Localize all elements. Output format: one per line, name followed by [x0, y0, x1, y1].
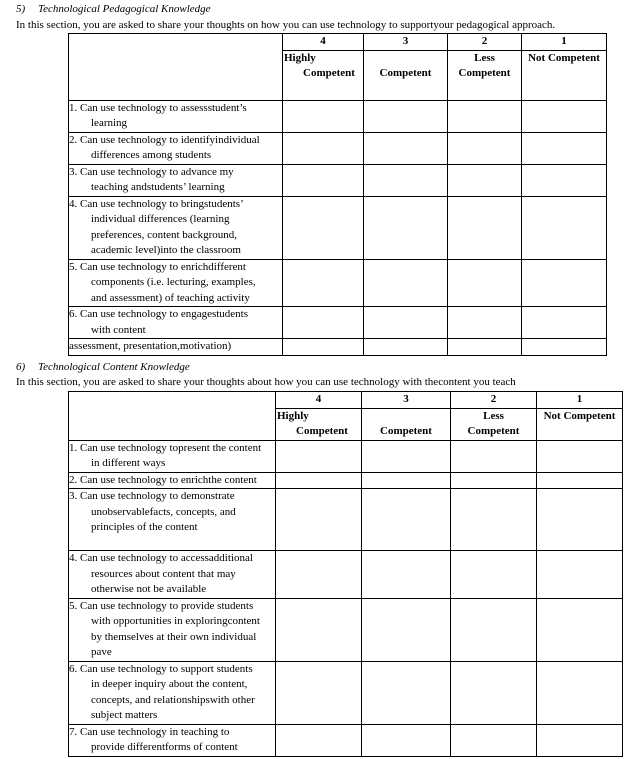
scale-row — [69, 34, 607, 51]
statement-cell — [69, 259, 283, 307]
statement-text-continued: provide differentforms of content — [91, 741, 238, 753]
rating-cell-1[interactable] — [537, 661, 623, 724]
rating-cell-4[interactable] — [276, 440, 362, 472]
rating-cell-4[interactable] — [283, 164, 364, 196]
statement-row — [69, 196, 607, 259]
statement-text-continued: in different ways — [91, 457, 166, 469]
statement-text: 1. Can use technology topresent the content — [69, 441, 262, 454]
header-less-competent-text: Competent — [458, 67, 511, 79]
rating-cell-2[interactable] — [451, 724, 537, 756]
scale-value-1: 1 — [537, 392, 623, 409]
rating-cell-3[interactable] — [364, 100, 448, 132]
rating-cell-1[interactable] — [537, 440, 623, 472]
statement-text: 3. Can use technology to demonstrate — [69, 490, 235, 502]
rating-cell-1[interactable] — [522, 259, 607, 307]
header-less-competent-text: Less — [483, 409, 504, 422]
statement-text: 6. Can use technology to support students — [69, 662, 253, 675]
section-5-number: 5) — [16, 3, 26, 15]
header-less-competent — [451, 408, 537, 440]
statement-cell — [69, 472, 276, 489]
rating-cell-2[interactable] — [448, 164, 522, 196]
statement-text: 4. Can use technology to bringstudents’ — [69, 197, 244, 210]
statement-text: 3. Can use technology to advance my — [69, 165, 234, 178]
rating-cell-4[interactable] — [276, 472, 362, 489]
statement-text: 1. Can use technology to assessstudent’s — [69, 101, 247, 114]
header-less-competent — [448, 50, 522, 100]
header-highly-competent-text: Competent — [296, 425, 348, 437]
scale-value-2: 2 — [451, 392, 537, 409]
rating-cell-3[interactable] — [362, 489, 451, 551]
section-6-rating-table — [68, 391, 623, 757]
statement-row — [69, 489, 623, 551]
statement-cell — [69, 307, 283, 339]
statement-cell — [69, 196, 283, 259]
statement-cell — [69, 339, 283, 356]
rating-cell-4[interactable] — [283, 307, 364, 339]
statement-text-continued: concepts, and relationshipswith other — [91, 693, 255, 706]
rating-cell-3[interactable] — [364, 259, 448, 307]
rating-cell-1[interactable] — [537, 724, 623, 756]
statement-text-continued: otherwise not be available — [91, 583, 207, 595]
section-6-title — [16, 360, 190, 374]
statement-row — [69, 551, 623, 599]
statement-cell — [69, 489, 276, 551]
rating-cell-4[interactable] — [283, 196, 364, 259]
statement-cell — [69, 440, 276, 472]
statement-text-continued: with opportunities in exploringcontent — [91, 615, 260, 627]
rating-cell-3[interactable] — [362, 472, 451, 489]
header-competent-text: Competent — [379, 66, 432, 79]
statement-text-continued: resources about content that may — [91, 567, 236, 580]
rating-cell-4[interactable] — [276, 598, 362, 661]
header-highly-competent — [276, 408, 362, 440]
section-5-title — [16, 2, 211, 16]
section-6-intro: In this section, you are asked to share your thoughts about how you can use technology with thecontent you teach — [16, 376, 516, 388]
statement-cell — [69, 724, 276, 756]
section-5-intro: In this section, you are asked to share your thoughts on how you can use technology to supportyour pedagogical approach. — [16, 19, 556, 31]
section-6-number: 6) — [16, 361, 26, 373]
header-less-competent-text: Less — [474, 51, 495, 64]
rating-cell-2[interactable] — [448, 196, 522, 259]
rating-cell-1[interactable] — [522, 196, 607, 259]
rating-cell-4[interactable] — [283, 100, 364, 132]
statement-text: 6. Can use technology to engagestudents — [69, 308, 249, 320]
scale-value-4: 4 — [276, 392, 362, 409]
statement-row — [69, 132, 607, 164]
header-competent-text: Competent — [380, 424, 432, 437]
statement-text: assessment, presentation,motivation) — [69, 340, 232, 352]
statement-cell — [69, 661, 276, 724]
rating-cell-1[interactable] — [522, 164, 607, 196]
scale-value-2: 2 — [448, 34, 522, 51]
header-corner-cell — [69, 392, 276, 441]
statement-text-continued: individual differences (learning — [91, 213, 230, 225]
header-competent — [362, 408, 451, 440]
header-highly-competent-text: Highly — [284, 51, 316, 64]
header-competent — [364, 50, 448, 100]
rating-cell-2[interactable] — [448, 100, 522, 132]
rating-cell-4[interactable] — [283, 339, 364, 356]
statement-row — [69, 440, 623, 472]
statement-text-continued: learning — [91, 117, 128, 129]
scale-row — [69, 392, 623, 409]
rating-cell-3[interactable] — [364, 132, 448, 164]
statement-cell — [69, 164, 283, 196]
rating-cell-2[interactable] — [451, 440, 537, 472]
rating-cell-2[interactable] — [448, 339, 522, 356]
statement-cell — [69, 551, 276, 599]
statement-row — [69, 100, 607, 132]
header-highly-competent — [283, 50, 364, 100]
header-not-competent — [537, 408, 623, 440]
rating-cell-1[interactable] — [537, 472, 623, 489]
statement-row — [69, 472, 623, 489]
rating-cell-2[interactable] — [451, 472, 537, 489]
header-corner-cell — [69, 34, 283, 101]
rating-cell-1[interactable] — [522, 307, 607, 339]
rating-cell-1[interactable] — [522, 132, 607, 164]
statement-row — [69, 307, 607, 339]
statement-text: 5. Can use technology to enrichdifferent — [69, 260, 246, 273]
statement-text-continued: components (i.e. lecturing, examples, — [91, 276, 256, 288]
rating-cell-1[interactable] — [537, 598, 623, 661]
scale-value-3: 3 — [362, 392, 451, 409]
statement-row — [69, 661, 623, 724]
rating-cell-3[interactable] — [362, 598, 451, 661]
header-not-competent-text: Not Competent — [543, 409, 616, 422]
statement-text-continued: subject matters — [91, 709, 158, 721]
rating-cell-2[interactable] — [448, 259, 522, 307]
statement-row — [69, 164, 607, 196]
section-5-rating-table — [68, 33, 607, 356]
header-highly-competent-text: Competent — [303, 67, 355, 79]
statement-text-continued: with content — [91, 323, 146, 336]
statement-row — [69, 598, 623, 661]
rating-cell-2[interactable] — [448, 307, 522, 339]
statement-text-continued: pave — [91, 646, 112, 658]
rating-cell-4[interactable] — [276, 489, 362, 551]
statement-text-continued: unobservablefacts, concepts, and — [91, 505, 236, 518]
scale-value-3: 3 — [364, 34, 448, 51]
statement-cell — [69, 100, 283, 132]
statement-text: 2. Can use technology to identifyindividual — [69, 133, 260, 146]
statement-text-continued: preferences, content background, — [91, 228, 237, 241]
rating-cell-3[interactable] — [364, 164, 448, 196]
header-less-competent-text: Competent — [467, 425, 520, 437]
scale-value-4: 4 — [283, 34, 364, 51]
rating-cell-1[interactable] — [537, 551, 623, 599]
rating-cell-3[interactable] — [364, 196, 448, 259]
statement-text: 4. Can use technology to accessadditional — [69, 552, 253, 564]
statement-text-continued: teaching andstudents’ learning — [91, 181, 225, 193]
statement-text-continued: principles of the content — [91, 521, 198, 533]
rating-cell-3[interactable] — [362, 724, 451, 756]
statement-row — [69, 259, 607, 307]
statement-text: 5. Can use technology to provide students — [69, 599, 254, 612]
rating-cell-4[interactable] — [276, 661, 362, 724]
rating-cell-2[interactable] — [451, 598, 537, 661]
rating-cell-3[interactable] — [364, 307, 448, 339]
statement-text-continued: differences among students — [91, 149, 212, 161]
rating-cell-3[interactable] — [362, 551, 451, 599]
statement-text: 7. Can use technology in teaching to — [69, 725, 230, 738]
scale-value-1: 1 — [522, 34, 607, 51]
statement-text-continued: by themselves at their own individual — [91, 630, 257, 643]
rating-cell-2[interactable] — [448, 132, 522, 164]
rating-cell-4[interactable] — [283, 132, 364, 164]
statement-text-continued: and assessment) of teaching activity — [91, 291, 250, 304]
statement-row — [69, 724, 623, 756]
rating-cell-1[interactable] — [522, 339, 607, 356]
statement-row — [69, 339, 607, 356]
statement-cell — [69, 598, 276, 661]
rating-cell-4[interactable] — [283, 259, 364, 307]
rating-cell-3[interactable] — [362, 440, 451, 472]
rating-cell-3[interactable] — [362, 661, 451, 724]
rating-cell-4[interactable] — [276, 724, 362, 756]
rating-cell-3[interactable] — [364, 339, 448, 356]
rating-cell-4[interactable] — [276, 551, 362, 599]
rating-cell-1[interactable] — [522, 100, 607, 132]
header-not-competent-text: Not Competent — [528, 51, 600, 64]
statement-text-continued: in deeper inquiry about the content, — [91, 678, 248, 690]
rating-cell-2[interactable] — [451, 489, 537, 551]
rating-cell-1[interactable] — [537, 489, 623, 551]
statement-text: 2. Can use technology to enrichthe content — [69, 473, 257, 486]
header-highly-competent-text: Highly — [277, 409, 309, 422]
statement-text-continued: academic level)into the classroom — [91, 244, 241, 256]
rating-cell-2[interactable] — [451, 661, 537, 724]
rating-cell-2[interactable] — [451, 551, 537, 599]
statement-cell — [69, 132, 283, 164]
section-5-title-text: Technological Pedagogical Knowledge — [38, 3, 211, 15]
section-6-title-text: Technological Content Knowledge — [38, 361, 190, 373]
header-not-competent — [522, 50, 607, 100]
